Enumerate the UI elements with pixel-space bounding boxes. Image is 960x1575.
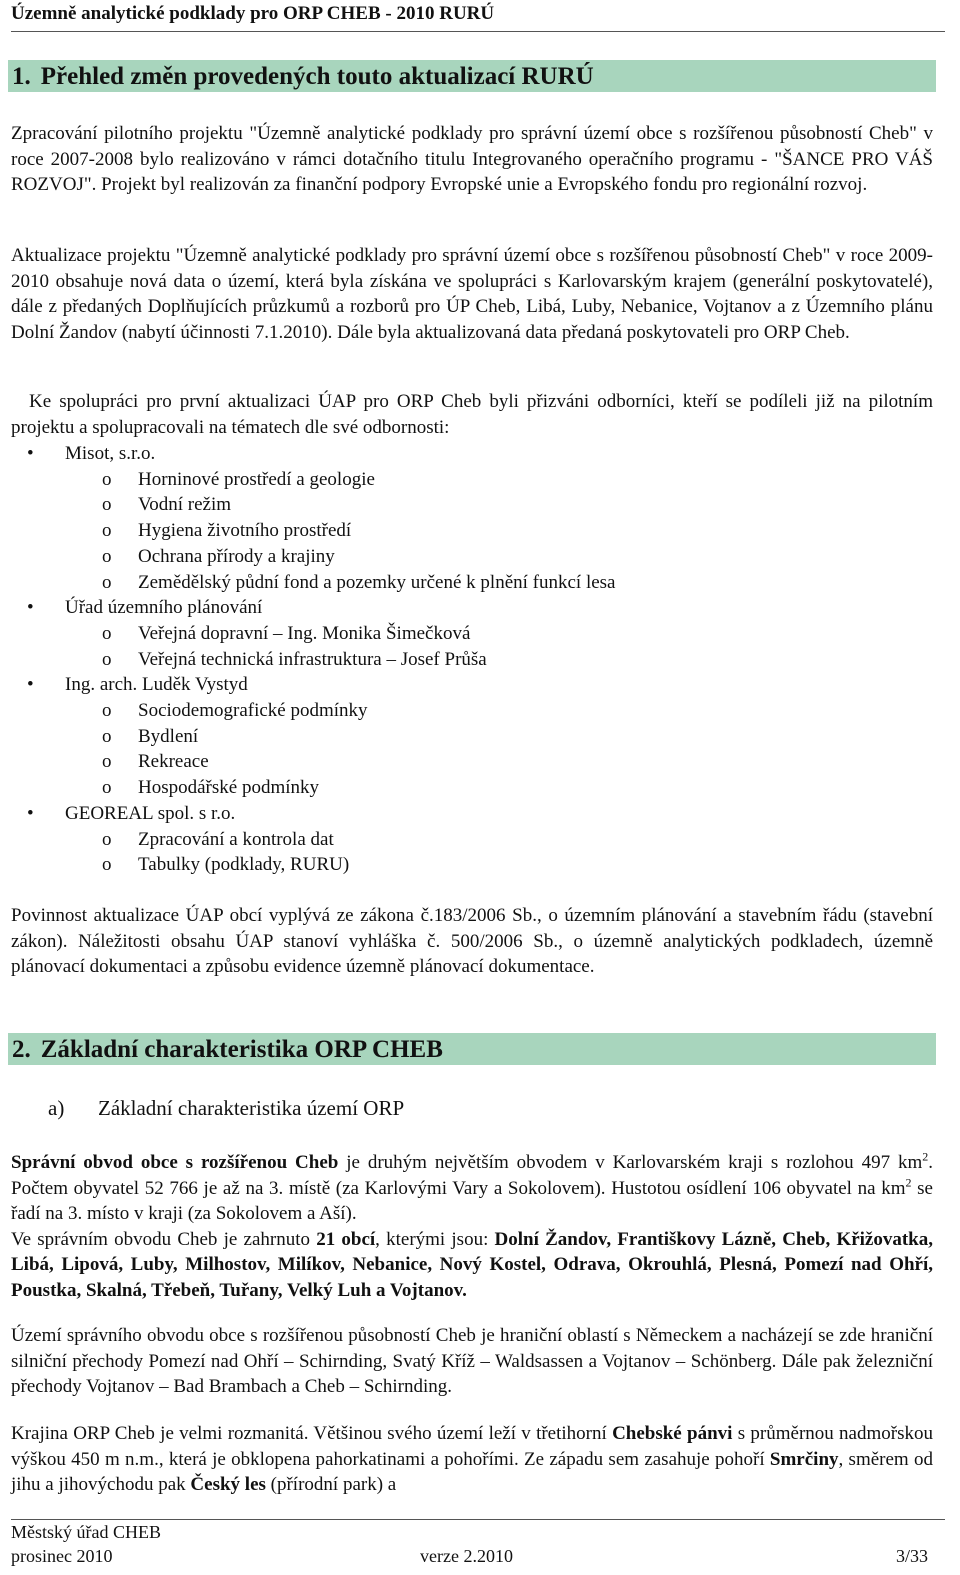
paragraph-border: Území správního obvodu obce s rozšířenou působností Cheb je hraniční oblastí s Německem a nacházejí se zde hraniční silniční přechody Pomezí nad Ohří – Schirnding, Svatý Kříž – Waldsassen a Vojtanov – Schönberg. Dále pak železniční přechody Vojtanov – Bad Brambach a Cheb – Schirnding. xyxy=(11,1325,933,1398)
sub-bullet-icon: o xyxy=(102,494,112,516)
contributors-list xyxy=(11,441,933,878)
topic-label: Veřejná dopravní – Ing. Monika Šimečková xyxy=(138,622,471,644)
sub-list-item xyxy=(11,467,933,493)
section-1-title: Přehled změn provedených touto aktualizací RURÚ xyxy=(40,63,594,90)
bullet-icon: • xyxy=(27,802,34,824)
sub-bullet-icon: o xyxy=(102,468,112,490)
sub-list-item xyxy=(11,827,933,853)
topic-label: Veřejná technická infrastruktura – Josef Průša xyxy=(138,648,487,670)
sub-bullet-icon: o xyxy=(102,854,112,876)
paragraph-landscape: Krajina ORP Cheb je velmi rozmanitá. Většinou svého území leží v třetihorní Chebské pánvi s průměrnou nadmořskou výškou 450 m n.m., která je obklopena pahorkatinami a pohořími. Ze západu sem zasahuje pohoří Smrčiny, směrem od jihu a jihovýchodu pak Český les (přírodní park) a xyxy=(11,1423,933,1496)
sub-list-item xyxy=(11,544,933,570)
section-2-number: 2. xyxy=(12,1036,31,1063)
sub-bullet-icon: o xyxy=(102,725,112,747)
admin-district-bold: Správní obvod obce s rozšířenou Cheb xyxy=(11,1152,339,1173)
sub-bullet-icon: o xyxy=(102,622,112,644)
list-item xyxy=(11,441,933,467)
sub-bullet-icon: o xyxy=(102,777,112,799)
sub-list-item xyxy=(11,518,933,544)
paragraph-legal: Povinnost aktualizace ÚAP obcí vyplývá ze zákona č.183/2006 Sb., o územním plánování a stavebním řádu (stavební zákon). Náležitosti obsahu ÚAP stanoví vyhláška č. 500/2006 Sb., o územně analytických podkladech, územně plánovací dokumentaci a způsobu evidence územně plánovací dokumentace. xyxy=(11,905,933,978)
topic-label: Zpracování a kontrola dat xyxy=(138,828,334,850)
topic-label: Ochrana přírody a krajiny xyxy=(138,545,335,567)
subsection-a-title: Základní charakteristika území ORP xyxy=(98,1096,405,1120)
bullet-icon: • xyxy=(27,674,34,696)
sub-bullet-icon: o xyxy=(102,751,112,773)
sub-list-item xyxy=(11,749,933,775)
contributor-name: Ing. arch. Luděk Vystyd xyxy=(65,674,248,696)
sub-list-item xyxy=(11,647,933,673)
sub-list-item xyxy=(11,570,933,596)
list-item xyxy=(11,672,933,698)
sub-bullet-icon: o xyxy=(102,828,112,850)
sub-list-item xyxy=(11,492,933,518)
contributor-name: GEOREAL spol. s r.o. xyxy=(65,802,236,824)
section-2-title: Základní charakteristika ORP CHEB xyxy=(40,1036,443,1063)
bullet-icon: • xyxy=(27,597,34,619)
footer-office: Městský úřad CHEB xyxy=(11,1522,161,1542)
paragraph-intro: Zpracování pilotního projektu "Územně analytické podklady pro správní území obce s rozšířenou působností Cheb" v roce 2007-2008 bylo realizováno v rámci dotačního titulu Integrovaného operačního programu - "ŠANCE PRO VÁŠ ROZVOJ". Projekt byl realizován za finanční podpory Evropské unie a Evropského fondu pro regionální rozvoj. xyxy=(11,123,933,196)
sub-list-item xyxy=(11,621,933,647)
sub-bullet-icon: o xyxy=(102,648,112,670)
topic-label: Hospodářské podmínky xyxy=(138,777,320,799)
topic-label: Tabulky (podklady, RURU) xyxy=(138,854,350,876)
paragraph-update: Aktualizace projektu "Územně analytické podklady pro správní území obce s rozšířenou působností Cheb" v roce 2009-2010 obsahuje nová data o území, která byla získána ve spolupráci s Karlovarským krajem (generální poskytovatelé), dále z předaných Doplňujících průzkumů a rozborů pro ÚP Cheb, Libá, Luby, Nebanice, Vojtanov a z Územního plánu Dolní Žandov (nabytí účinnosti 7.1.2010). Dále byla aktualizovaná data předaná poskytovateli pro ORP Cheb. xyxy=(11,245,933,343)
contributor-name: Misot, s.r.o. xyxy=(65,443,156,464)
subsection-a-heading xyxy=(48,1094,404,1122)
footer-divider xyxy=(11,1519,945,1520)
footer-date: prosinec 2010 xyxy=(11,1546,113,1566)
list-item xyxy=(11,595,933,621)
topic-label: Bydlení xyxy=(138,725,199,747)
bullet-icon: • xyxy=(27,443,34,464)
topic-label: Sociodemografické podmínky xyxy=(138,700,368,722)
subsection-a-number: a) xyxy=(48,1096,65,1120)
sub-bullet-icon: o xyxy=(102,571,112,593)
topic-label: Horninové prostředí a geologie xyxy=(138,468,375,490)
paragraph-admin-district: Správní obvod obce s rozšířenou Cheb je druhým největším obvodem v Karlovarském kraji s rozlohou 497 $km^2$. Počtem obyvatel 52 766 je až na 3. místě (za Karlovými Vary a Sokolovem). Hustotou osídlení 106 obyvatel na $km^2$ se řadí na 3. místo v kraji (za Sokolovem a Aší). Ve správním obvodu Cheb je zahrnuto 21 obcí, kterými jsou: Dolní Žandov, Františkovy Lázně, Cheb, Křižovatka, Libá, Lipová, Luby, Milhostov, Milíkov, Nebanice, Nový Kostel, Odrava, Okrouhlá, Plesná, Pomezí nad Ohří, Poustka, Skalná, Třebeň, Tuřany, Velký Luh a Vojtanov. xyxy=(11,1149,934,1301)
footer-version: verze 2.2010 xyxy=(420,1546,513,1566)
topic-label: Rekreace xyxy=(138,751,209,773)
section-2-heading xyxy=(8,1033,936,1065)
topic-label: Vodní režim xyxy=(138,494,232,516)
paragraph-cooperation: Ke spolupráci pro první aktualizaci ÚAP pro ORP Cheb byli přizváni odborníci, kteří se podíleli již na pilotním projektu a spolupracovali na tématech dle své odbornosti: xyxy=(11,391,933,438)
sub-bullet-icon: o xyxy=(102,700,112,722)
sub-list-item xyxy=(11,724,933,750)
section-1-number: 1. xyxy=(12,63,31,90)
topic-label: Hygiena životního prostředí xyxy=(138,520,352,542)
footer-page-number: 3/33 xyxy=(896,1546,929,1566)
sub-list-item xyxy=(11,698,933,724)
municipality-list: Dolní Žandov, Františkovy Lázně, Cheb, Křižovatka, Libá, Lipová, Luby, Milhostov, Milíkov, Nebanice, Nový Kostel, Odrava, Okrouhlá, Plesná, Pomezí nad Ohří, Poustka, Skalná, Třebeň, Tuřany, Velký Luh a Vojtanov. xyxy=(11,1228,933,1301)
topic-label: Zemědělský půdní fond a pozemky určené k plnění funkcí lesa xyxy=(138,571,616,593)
sub-bullet-icon: o xyxy=(102,545,112,567)
section-1-heading xyxy=(8,60,936,92)
sub-list-item xyxy=(11,852,933,878)
list-item xyxy=(11,801,933,827)
contributor-name: Úřad územního plánování xyxy=(65,597,263,619)
sub-bullet-icon: o xyxy=(102,520,112,542)
sub-list-item xyxy=(11,775,933,801)
page-header: Územně analytické podklady pro ORP CHEB - 2010 RURÚ xyxy=(11,2,945,32)
